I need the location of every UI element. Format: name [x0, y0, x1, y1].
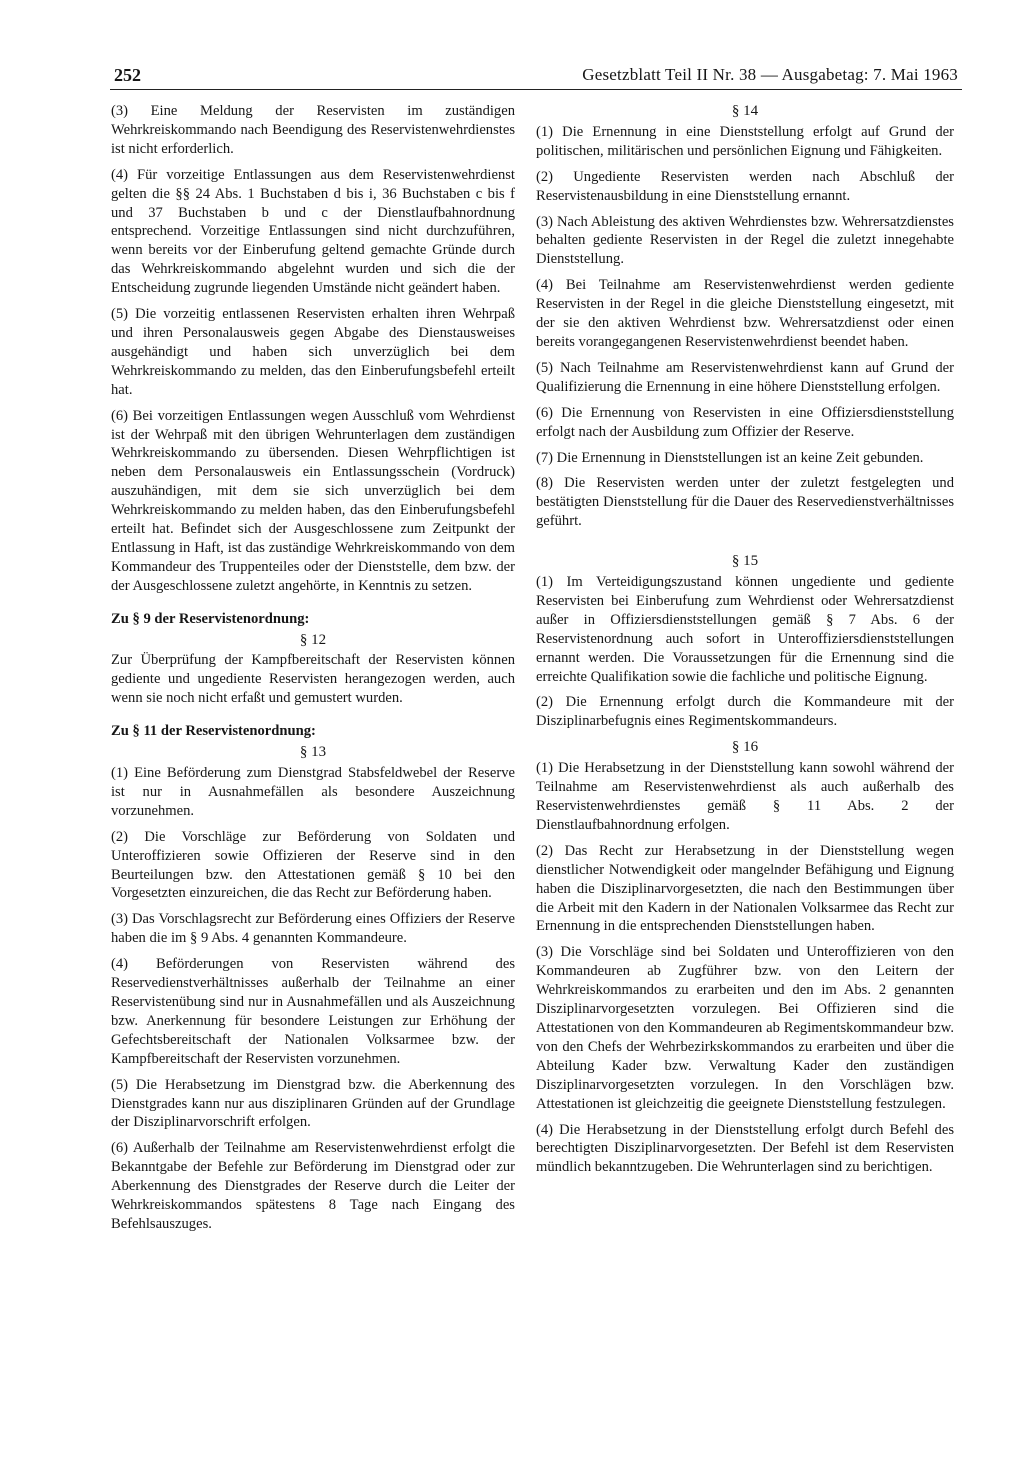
paragraph: (2) Das Recht zur Herabsetzung in der Dienststellung wegen dienstlicher Notwendigkeit oder mangelnder Befähigung und Eignung haben die Disziplinarvorgesetzten, die nach den Bestimmungen über die Arbeit mit den Kadern in der Nationalen Volksarmee das Recht zur Ernennung in die entsprechenden Dienststellungen haben.: [536, 842, 954, 935]
paragraph: (6) Die Ernennung von Reservisten in eine Offiziersdienststellung erfolgt nach der Ausbildung zum Offizier der Reserve.: [536, 404, 954, 440]
paragraph: (3) Das Vorschlagsrecht zur Beförderung eines Offiziers der Reserve haben die im § 9 Abs. 4 genannten Kommandeure.: [111, 911, 515, 947]
paragraph: (4) Bei Teilnahme am Reservistenwehrdienst werden gediente Reservisten in der Regel in die gleiche Dienststellung eingesetzt, mit der sie den aktiven Wehrdienst bzw. Wehrersatzdienst oder einen bereits vorangegangenen Reservistenwehrdienst beendet haben.: [536, 277, 954, 350]
paragraph: (4) Beförderungen von Reservisten während des Reservedienstverhältnisses außerhalb der Teilnahme an einer Reservistenübung sind nur in Ausnahmefällen und als Auszeichnung bzw. Anerkennung für besondere Leistungen zur Erhöhung der Gefechtsbereitschaft der Nationalen Volksarmee bzw. der Kampfbereitschaft der Reservisten vorzunehmen.: [111, 956, 515, 1067]
paragraph-number-14: § 14: [731, 103, 759, 119]
section-heading-9: Zu § 9 der Reservistenordnung:: [111, 610, 310, 627]
paragraph: (2) Die Vorschläge zur Beförderung von Soldaten und Unteroffizieren sowie Offizieren der Reserve sind in den Beurteilungen bzw. den Attestationen gemäß § 10 bei den Vorgesetzten einzureichen, die das Recht zur Beförderung haben.: [111, 828, 515, 902]
paragraph: (2) Ungediente Reservisten werden nach Abschluß der Reservistenausbildung in eine Dienststellung ernannt.: [536, 168, 954, 204]
right-column: [536, 102, 954, 1184]
paragraph-number-12: § 12: [299, 631, 327, 648]
paragraph: (6) Außerhalb der Teilnahme am Reservistenwehrdienst erfolgt die Bekanntgabe der Befehle zur Beförderung im Dienstgrad oder zur Aberkennung des Dienstgrades der Reserve durch die Leiter der Wehrkreiskommandos spätestens 8 Tage nach Eingang des Befehlsauszuges.: [111, 1140, 515, 1232]
paragraph-number-13: § 13: [299, 744, 327, 761]
gazette-title: Gesetzblatt Teil II Nr. 38 — Ausgabetag: 7. Mai 1963: [582, 65, 958, 84]
paragraph: (7) Die Ernennung in Dienststellungen ist an keine Zeit gebunden.: [536, 449, 924, 466]
paragraph: (3) Die Vorschläge sind bei Soldaten und Unteroffizieren von den Kommandeuren ab Zugführer bzw. von den Leitern der Wehrkreiskommandos zu erarbeiten und den im Abs. 2 genannten Disziplinarvorgesetzten vorzulegen. Bei Offizieren sind die Attestationen von den Kommandeuren ab Regimentskommandeur bzw. von den Chefs der Wehrbezirkskommandos zu erarbeiten und über die Abteilung Kader bzw. Verwaltung Kader den zuständigen Disziplinarvorgesetzten vorzulegen. In den Vorschlägen bzw. Attestationen ist gleichzeitig die geeignete Dienststellung festzulegen.: [536, 944, 954, 1112]
section-gap: [536, 538, 954, 552]
paragraph: (5) Die Herabsetzung im Dienstgrad bzw. die Aberkennung des Dienstgrades kann nur aus disziplinaren Gründen auf der Grundlage der Disziplinarvorschrift erfolgen.: [111, 1076, 515, 1131]
paragraph: (1) Im Verteidigungszustand können ungediente und gediente Reservisten bei Einberufung zum Wehrdienst oder Wehrersatzdienst außer in Offiziersdienststellungen gemäß § 7 Abs. 6 der Reservistenordnung auch sofort in Unteroffiziersdienststellungen ernannt werden. Die Voraussetzungen für die Ernennung sind die erreichte Qualifikation sowie die fachliche und politische Eignung.: [536, 574, 954, 685]
paragraph: Zur Überprüfung der Kampfbereitschaft der Reservisten können gediente und ungediente Reservisten herangezogen werden, auch wenn sie noch nicht erfaßt und gemustert wurden.: [111, 652, 515, 707]
paragraph: (5) Nach Teilnahme am Reservistenwehrdienst kann auf Grund der Qualifizierung die Ernennung in eine höhere Dienststellung erfolgen.: [536, 359, 954, 395]
paragraph: (8) Die Reservisten werden unter der zuletzt festgelegten und bestätigten Dienststellung für die Dauer des Reservedienstverhältnisses geführt.: [536, 475, 954, 530]
paragraph: (4) Die Herabsetzung in der Dienststellung erfolgt durch Befehl des berechtigten Disziplinarvorgesetzten. Der Befehl ist dem Reservisten mündlich bekanntzugeben. Die Wehrunterlagen sind zu berichtigen.: [536, 1121, 954, 1176]
paragraph: (5) Die vorzeitig entlassenen Reservisten erhalten ihren Wehrpaß und ihren Personalausweis gegen Abgabe des Dienstausweises ausgehändigt und haben sich unverzüglich bei dem Wehrkreiskommando zu melden, das den Einberufungsbefehl erteilt hat.: [111, 306, 515, 398]
page-number: 252: [114, 65, 141, 85]
left-column: [111, 102, 515, 1241]
paragraph-number-16: § 16: [731, 739, 759, 756]
paragraph-number-15: § 15: [731, 553, 759, 570]
paragraph: (4) Für vorzeitige Entlassungen aus dem Reservistenwehrdienst gelten die §§ 24 Abs. 1 Buchstaben d bis i, 36 Buchstaben c bis f und 37 Buchstaben b und c der Dienstlaufbahnordnung entsprechend. Vorzeitige Entlassungen sind nicht durchzuführen, wenn bereits vor der Einberufung geltend gemachte Gründe durch das Wehrkreiskommando abgelehnt wurden und sich die der Entscheidung zugrunde liegenden Umstände nicht geändert haben.: [111, 166, 515, 297]
paragraph: (6) Bei vorzeitigen Entlassungen wegen Ausschluß vom Wehrdienst ist der Wehrpaß mit den übrigen Wehrunterlagen dem zuständigen Wehrkreiskommando zu übersenden. Diesen Wehrpflichtigen ist neben dem Personalausweis ein Entlassungsschein (Vordruck) auszuhändigen, mit dem sie sich unverzüglich bei dem Wehrkreiskommando zu melden haben, das den Einberufungsbefehl erteilt hat. Befindet sich der Ausgeschlossene zum Zeitpunkt der Entlassung in Haft, ist das zuständige Wehrkreiskommando von dem Kommandeur des Truppenteiles oder der Dienststelle, dem bzw. der der Ausgeschlossene zuletzt angehörte, in Kenntnis zu setzen.: [111, 407, 515, 594]
page-header: [110, 63, 962, 90]
section-heading-11: Zu § 11 der Reservistenordnung:: [111, 723, 316, 740]
paragraph: (2) Die Ernennung erfolgt durch die Kommandeure mit der Disziplinarbefugnis eines Regimentskommandeurs.: [536, 694, 954, 730]
paragraph: (1) Die Herabsetzung in der Dienststellung kann sowohl während der Teilnahme am Reservistenwehrdienst als auch außerhalb des Reservistenwehrdienstes gemäß § 11 Abs. 2 der Dienstlaufbahnordnung erfolgen.: [536, 760, 954, 833]
paragraph: (3) Nach Ableistung des aktiven Wehrdienstes bzw. Wehrersatzdienstes behalten gediente Reservisten in der Regel die zuletzt innegehabte Dienststellung.: [536, 213, 954, 268]
paragraph: (1) Die Ernennung in eine Dienststellung erfolgt auf Grund der politischen, militärischen und persönlichen Eignung und Fähigkeiten.: [536, 123, 954, 159]
paragraph: (1) Eine Beförderung zum Dienstgrad Stabsfeldwebel der Reserve ist nur in Ausnahmefällen als besondere Auszeichnung vorzunehmen.: [111, 765, 515, 819]
paragraph: (3) Eine Meldung der Reservisten im zuständigen Wehrkreiskommando nach Beendigung des Reservistenwehrdienstes ist nicht erforderlich.: [111, 103, 515, 157]
